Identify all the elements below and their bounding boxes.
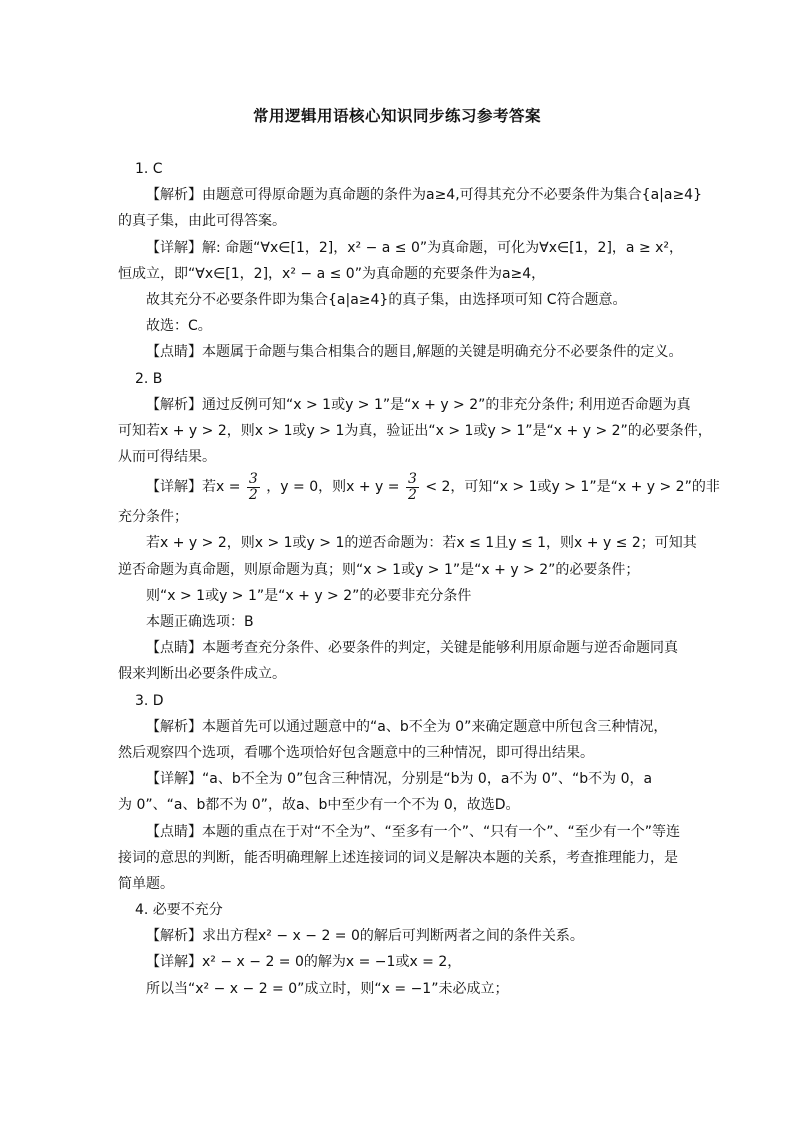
- detail-line: 若x + y > 2，则x > 1或y > 1的逆否命题为：若x ≤ 1且y ≤ 1，则x + y ≤ 2；可知其: [146, 535, 697, 552]
- fraction-numerator: 3: [407, 470, 417, 487]
- analysis-line: 【解析】由题意可得原命题为真命题的条件为a≥4,可得其充分不必要条件为集合{a|a≥4}: [146, 187, 702, 204]
- analysis-line: 【解析】本题首先可以通过题意中的“a、b不全为 0”来确定题意中所包含三种情况，: [146, 718, 668, 735]
- detail-line: 所以当“x² − x − 2 = 0”成立时，则“x = −1”未必成立；: [146, 980, 509, 997]
- analysis-line: 从而可得结果。: [118, 449, 216, 466]
- fraction: [247, 472, 260, 503]
- comment-line: 接词的意思的判断，能否明确理解上述连接词的词义是解决本题的关系，考查推理能力，是: [118, 849, 678, 866]
- page-title: 常用逻辑用语核心知识同步练习参考答案: [252, 107, 541, 125]
- detail-text: 【详解】若x =: [146, 479, 241, 496]
- comment-line: 【点睛】本题考查充分条件、必要条件的判定，关键是能够利用原命题与逆否命题同真: [146, 640, 678, 657]
- answer-content: [118, 156, 720, 1002]
- detail-line: 则“x > 1或y > 1”是“x + y > 2”的必要非充分条件: [146, 587, 472, 604]
- comment-line: 【点睛】本题的重点在于对“不全为”、“至多有一个”、“只有一个”、“至少有一个”等连: [146, 823, 681, 840]
- detail-text: < 2，可知“x > 1或y > 1”是“x + y > 2”的非: [425, 479, 720, 496]
- detail-fraction-line: [118, 470, 720, 504]
- answer-number: 4. 必要不充分: [135, 902, 223, 919]
- answer-number: 1. C: [135, 161, 163, 177]
- fraction-denominator: 2: [407, 486, 417, 503]
- detail-line: 【详解】x² − x − 2 = 0的解为x = −1或x = 2，: [146, 954, 462, 971]
- detail-line: 故其充分不必要条件即为集合{a|a≥4}的真子集，由选择项可知 C符合题意。: [146, 291, 627, 308]
- detail-line: 恒成立，即“∀x∈[1，2]，x² − a ≤ 0”为真命题的充要条件为a≥4，: [118, 265, 546, 282]
- detail-line: 充分条件；: [118, 509, 188, 526]
- detail-line: 本题正确选项：B: [146, 614, 254, 630]
- analysis-line: 【解析】求出方程x² − x − 2 = 0的解后可判断两者之间的条件关系。: [146, 928, 584, 945]
- detail-line: 故选：C。: [146, 318, 212, 335]
- fraction-numerator: 3: [248, 470, 258, 487]
- answer-number: 3. D: [135, 692, 164, 709]
- analysis-line: 【解析】通过反例可知“x > 1或y > 1”是“x + y > 2”的非充分条件; 利用逆否命题为真: [146, 396, 691, 413]
- comment-line: 假来判断出必要条件成立。: [118, 666, 286, 683]
- detail-line: 【详解】“a、b不全为 0”包含三种情况，分别是“b为 0，a不为 0”、“b不为 0，a: [146, 771, 653, 788]
- comment-line: 【点睛】本题属于命题与集合相集合的题目,解题的关键是明确充分不必要条件的定义。: [146, 344, 683, 361]
- detail-line: 为 0”、“a、b都不为 0”，故a、b中至少有一个不为 0，故选D。: [118, 797, 520, 814]
- analysis-line: 然后观察四个选项，看哪个选项恰好包含题意中的三种情况，即可得出结果。: [118, 744, 594, 761]
- detail-text: ，y = 0，则x + y =: [266, 479, 400, 496]
- analysis-line: 可知若x + y > 2，则x > 1或y > 1为真，验证出“x > 1或y > 1”是“x + y > 2”的必要条件，: [118, 422, 712, 439]
- fraction: [406, 472, 419, 503]
- comment-line: 简单题。: [118, 875, 174, 892]
- detail-line: 逆否命题为真命题，则原命题为真；则“x > 1或y > 1”是“x + y > 2”的必要条件；: [118, 561, 640, 578]
- detail-line: 【详解】解: 命题“∀x∈[1，2]，x² − a ≤ 0”为真命题，可化为∀x∈[1，2]，a ≥ x²，: [146, 239, 684, 256]
- analysis-line: 的真子集，由此可得答案。: [118, 213, 286, 230]
- answer-number: 2. B: [135, 370, 163, 387]
- fraction-denominator: 2: [248, 486, 258, 503]
